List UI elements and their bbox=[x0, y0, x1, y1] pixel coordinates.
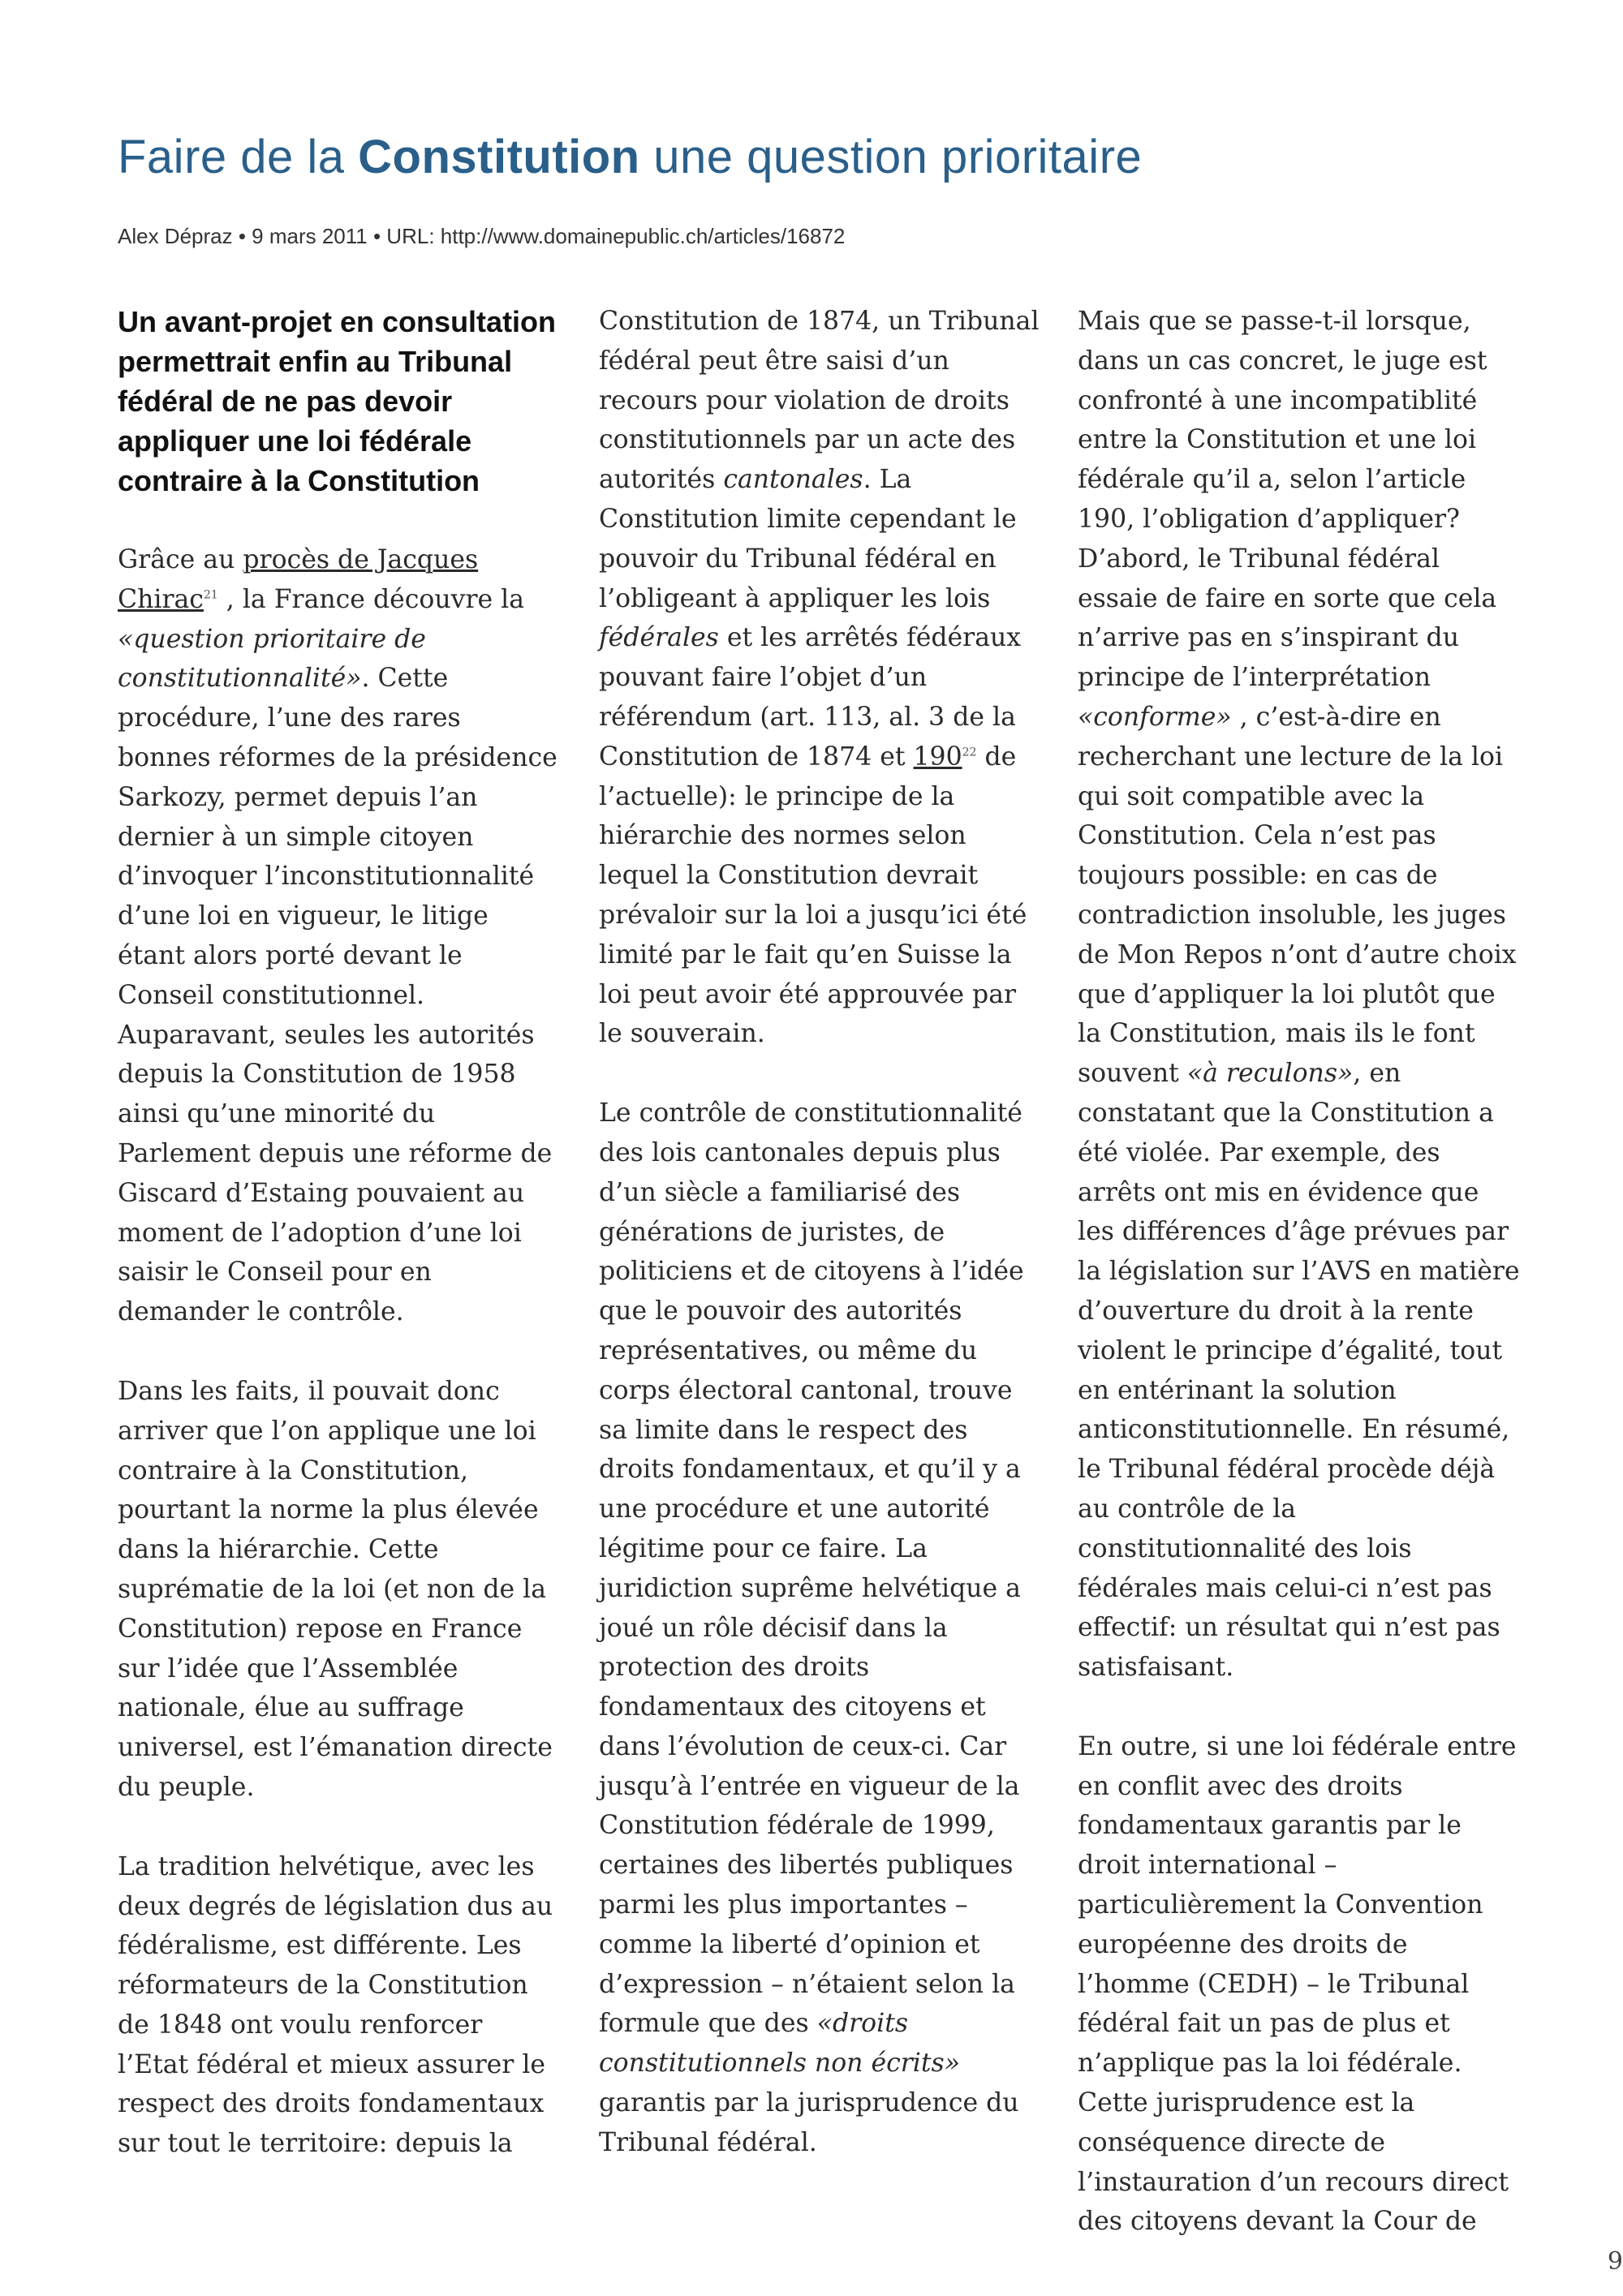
body-paragraph bbox=[599, 1094, 1041, 2163]
emphasis: «conforme» bbox=[1078, 702, 1232, 732]
text: de l’actuelle): le principe de la hiérarchie des normes selon lequel la Constitution devrait prévaloir sur la loi a jusqu’ici été limité par le fait qu’en Suisse la loi peut avoir été approuvée par le souverain. bbox=[599, 742, 1027, 1049]
link-article-190[interactable]: 190 bbox=[913, 742, 962, 772]
text: Le contrôle de constitutionnalité des lois cantonales depuis plus d’un siècle a familiarisé des générations de juristes, de politiciens et de citoyens à l’idée que le pouvoir des autorités représentatives, ou même du corps électoral cantonal, trouve sa limite dans le respect des droits fondamentaux, et qu’il y a une procédure et une autorité légitime pour ce faire. La juridiction suprême helvétique a joué un rôle décisif dans la protection des droits fondamentaux des citoyens et dans l’évolution de ceux-ci. Car jusqu’à l’entrée en vigueur de la Constitution fédérale de 1999, certaines des libertés publiques parmi les plus importantes – comme la liberté d’opinion et d’expression – n’étaient selon la formule que des bbox=[599, 1099, 1024, 2039]
body-paragraph: En outre, si une loi fédérale entre en conflit avec des droits fondamentaux garantis par le droit international – particulièrement la Convention européenne des droits de l’homme (CEDH) – le Tribunal fédéral fait un pas de plus et n’applique pas la loi fédérale. Cette jurisprudence est la conséquence directe de l’instauration d’un recours direct des citoyens devant la Cour de bbox=[1078, 1731, 1517, 2237]
page-number: 9 bbox=[1607, 2247, 1623, 2276]
emphasis: «question prioritaire de constitutionnalité» bbox=[118, 624, 426, 694]
article-title bbox=[118, 130, 1142, 184]
body-paragraph bbox=[599, 302, 1041, 1054]
footnote-ref[interactable]: 22 bbox=[962, 746, 977, 759]
title-part-2: une question prioritaire bbox=[639, 131, 1143, 183]
text: . La Constitution limite cependant le pouvoir du Tribunal fédéral en l’obligeant à appliquer les lois bbox=[599, 465, 1017, 613]
emphasis: «droits constitutionnels non écrits» bbox=[599, 2009, 960, 2079]
body-paragraph: La tradition helvétique, avec les deux degrés de législation dus au fédéralisme, est différente. Les réformateurs de la Constitution de 1848 ont voulu renforcer l’Etat fédéral et mieux assurer le respect des droits fondamentaux sur tout le territoire: depuis la bbox=[118, 1851, 553, 2159]
body-paragraph bbox=[1078, 302, 1520, 1688]
text: , en constatant que la Constitution a été violée. Par exemple, des arrêts ont mis en évidence que les différences d’âge prévues par la législation sur l’AVS en matière d’ouverture du droit à la rente violent le principe d’égalité, tout en entérinant la solution anticonstitutionnelle. En résumé, le Tribunal fédéral procède déjà au contrôle de la constitutionnalité des lois fédérales mais celui-ci n’est pas effectif: un résultat qui n’est pas satisfaisant. bbox=[1078, 1059, 1520, 1683]
text: . Cette procédure, l’une des rares bonnes réformes de la présidence Sarkozy, permet depuis l’an dernier à un simple citoyen d’invoquer l’inconstitutionnalité d’une loi en vigueur, le litige étant alors porté devant le Conseil constitutionnel. Auparavant, seules les autorités depuis la Constitution de 1958 ainsi qu’une minorité du Parlement depuis une réforme de Giscard d’Estaing pouvaient au moment de l’adoption d’une loi saisir le Conseil pour en demander le contrôle. bbox=[118, 664, 558, 1327]
text: , la France découvre la bbox=[217, 584, 525, 614]
lead-paragraph: Un avant-projet en consultation permettrait enfin au Tribunal fédéral de ne pas devoir appliquer une loi fédérale contraire à la Constitution bbox=[118, 305, 557, 497]
text: Mais que se passe-t-il lorsque, dans un cas concret, le juge est confronté à une incompatiblité entre la Constitution et une loi fédérale qu’il a, selon l’article 190, l’obligation d’appliquer? D’abord, le Tribunal fédéral essaie de faire en sorte que cela n’arrive pas en s’inspirant du principe de l’interprétation bbox=[1078, 307, 1497, 693]
text: et les arrêtés fédéraux pouvant faire l’objet d’un référendum (art. 113, al. 3 de la Constitution de 1874 et bbox=[599, 623, 1022, 772]
text: Constitution de 1874, un Tribunal fédéral peut être saisi d’un recours pour violation de droits constitutionnels par un acte des autorités bbox=[599, 307, 1040, 495]
text: , c’est-à-dire en recherchant une lecture de la loi qui soit compatible avec la Constitution. Cela n’est pas toujours possible: en cas de contradiction insoluble, les juges de Mon Repos n’ont d’autre choix que d’appliquer la loi plutôt que la Constitution, mais ils le font souvent bbox=[1078, 702, 1517, 1089]
body-paragraph: Dans les faits, il pouvait donc arriver que l’on applique une loi contraire à la Constitution, pourtant la norme la plus élevée dans la hiérarchie. Cette suprématie de la loi (et non de la Constitution) repose en France sur l’idée que l’Assemblée nationale, élue au suffrage universel, est l’émanation directe du peuple. bbox=[118, 1376, 553, 1802]
column-3 bbox=[1078, 302, 1520, 2242]
title-part-1: Faire de la bbox=[118, 131, 359, 183]
body-paragraph bbox=[118, 540, 560, 1332]
emphasis: cantonales bbox=[723, 465, 863, 495]
footnote-ref[interactable]: 21 bbox=[203, 588, 218, 602]
title-emphasis: Constitution bbox=[358, 131, 640, 183]
byline: Alex Dépraz • 9 mars 2011 • URL: http://www.domainepublic.ch/articles/16872 bbox=[118, 224, 846, 248]
column-2 bbox=[599, 302, 1041, 2163]
emphasis: fédérales bbox=[599, 623, 719, 653]
text: Grâce au bbox=[118, 545, 243, 574]
text: garantis par la jurisprudence du Tribunal fédéral. bbox=[599, 2088, 1019, 2157]
emphasis: «à reculons» bbox=[1186, 1059, 1354, 1089]
link-proces-chirac[interactable]: procès de Jacques Chirac bbox=[118, 545, 479, 614]
column-1 bbox=[118, 302, 560, 2164]
